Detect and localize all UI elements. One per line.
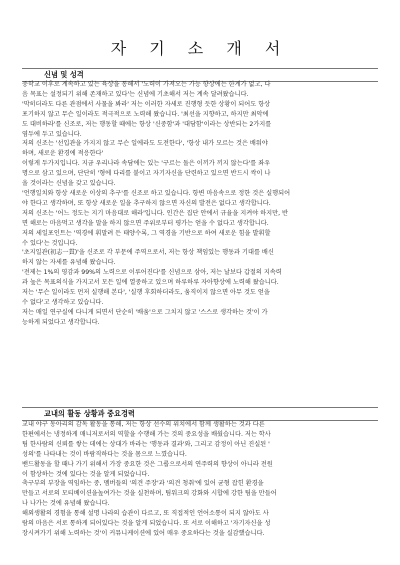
text-line: 명으로 삼고 있으며, 단단히 '형에 다리를 붙이고 자기자신을 단련하고 있으면 반드시 싹이 나 (22, 170, 271, 178)
text-line: 팀 한사람의 신뢰를 쌓는 데에는 상대가 바라는 '행동과 결과'와, 그리고 감정이 아닌 진실된 ' (22, 440, 270, 448)
text-line: 중학교 이후로 계속하고 있는 육상을 통해서 '노력이 가져오는 가능 향상에는 한계가 없고, 다 (22, 81, 271, 88)
section-body-activities (22, 420, 378, 539)
text-line: 하지 않는 자세를 유념해 왔습니다. (22, 259, 116, 267)
text-line: 과 높은 목표의식을 가지고서 모든 일에 열중하고 있으며 하루하루 자아향상에 노력해 왔습니다. (22, 279, 279, 287)
text-line: 장시켜가기 위해 노력하는 것'이 커뮤니케이션에 있어 매우 중요하다는 것을 실감했습니다. (22, 529, 265, 537)
text-line: 능하게 되었다고 생각합니다. (22, 318, 100, 326)
text-line: 한편에서는 냉정하게 매니저로서의 역할을 수행해 가는 것의 중요성을 배웠습니다. 저는 학사 (22, 430, 271, 438)
text-line: '전제는 1%의 영감과 99%의 노력으로 이루어진다'를 신념으로 삼아, 저는 날보다 갑절의 지속력 (22, 269, 282, 277)
text-line: 밴드활동을 할 때나 가기 위해서 가장 중요한 것은 그룹으로서의 연주력의 향상이 아니라 전원 (22, 460, 273, 468)
text-line: '막히더라도 다른 관점에서 사물을 봐라' 저는 이러한 자세로 진행형 듯한 상황이 되어도 항상 (22, 100, 271, 108)
text-line: 올 것이라는 신념을 갖고 있습니다. (22, 180, 116, 188)
document-title: 자 기 소 개 서 (110, 39, 290, 58)
text-line: '언행일치와 항상 새로운 이상의 추구'를 신조로 하고 있습니다. 항변 마음속으로 정한 것은 실행되어 (22, 189, 291, 197)
text-line: 저의 신조는 '선입관을 가지지 않고 무슨 일에라도 도전한다', '항상 내가 모르는 것은 배워야 (22, 140, 268, 148)
text-line: 포기하지 않고 무슨 일이라도 적극적으로 노력해 왔습니다. '최선을 지향하고, 하지만 최악에 (22, 110, 269, 118)
text-line: 성의'를 나타내는 것이 바람직하다는 것을 몸으로 느꼈습니다. (22, 450, 187, 458)
text-line: 저는 '무슨 일이라도 먼저 실행해 본다', '실행 후회하더라도, 움직이지 않으면 아무 것도 얻을 (22, 289, 270, 297)
text-line: 교내 야구 동아리의 감독 활동을 통해, 저는 항상 선수의 위치에서 함께 생활하는 것과 다른 (22, 421, 265, 428)
text-line: 이 함상하는 것에 있다는 것을 알게 되었습니다. (22, 470, 150, 478)
text-line: 람의 마음은 서로 통하게 되어있다는 것을 알게 되었습니다. 또 서로 이해하고 '자기자신을 성 (22, 520, 271, 528)
text-line: 면 해로는 마음먹고 생각을 말을 하지 않으면 주위로부터 평가는 얻을 수 없다고 생각합니다. (22, 219, 269, 227)
text-line: 염두에 두고 있습니다. (22, 130, 82, 138)
section-heading-beliefs (22, 70, 378, 80)
text-line: 만들고 서로의 모티베이션을높여가는 것을 실천하며, 팀워크의 강화와 시합에 강한 팀을 만들어 (22, 490, 277, 498)
text-line: 축구부의 부장을 역임하는 중, 멤버들의 '의견 주장'과 '의견 청취'에 있어 균형 잡힌 환경을 (22, 480, 264, 488)
section-heading-activities (22, 409, 378, 419)
text-line: 저의 세일포인트는 '역경에 휘말려 든 태양수록, 그 역경을 기반으로 하여 새로운 힘을 발휘할 (22, 229, 271, 237)
text-line: 수 있다'는 것입니다. (22, 239, 78, 247)
text-line: 저의 신조는 '어느 정도는 지기 마음대로 해라'입니다. 인간은 집단 안에서 규율을 지켜야 하지만, 반 (22, 209, 289, 217)
text-line: '초지일관(初志一貫)'을 신조로 각 부문에 주역으로서, 저는 항상 책임있는 행동과 기대를 배신 (22, 249, 274, 257)
text-line: 저는 매일 연구실에 다니게 되면서 단순히 '배움'으로 그치지 않고 '스스로 생각하는 것'이 가 (22, 308, 268, 316)
text-line: 야 한다고 생각하며, 또 항상 새로운 일을 추구하지 않으면 자신의 발전은 없다고 생각합니다. (22, 199, 271, 207)
text-line: 수 없다'고 생각하고 있습니다. (22, 298, 104, 306)
text-line: 도 대비하라'를 신조로, 저는 행동할 때에는 항상 '신중함'과 '대담함'이라는 상반되는 2가지를 (22, 120, 272, 128)
text-line: 하며, 새로운 환경에 적응한다' (22, 150, 104, 158)
text-line: 해외생활의 경험을 통해 설명 나라의 습관이 다르고, 또 직접적인 언어소통이 되지 않아도 사 (22, 510, 269, 518)
section-heading-label: 교내의 활동 상황과 중요경력 (44, 409, 135, 418)
section-body-beliefs (22, 80, 378, 328)
section-heading-label: 신념 및 성격 (44, 70, 84, 79)
text-line: 이렇게 두가지입니다. 지금 우리나라 속담에는 있는 '구르는 돌은 이끼가 끼지 않는다'를 좌우 (22, 160, 271, 168)
text-line: 나 나가는 것에 유념해 왔습니다. (22, 500, 110, 508)
text-line: 음 목표는 설정되기 위해 존재하고 있다'는 신념에 기초해서 저는 계속 달려왔습니다. (22, 90, 249, 98)
